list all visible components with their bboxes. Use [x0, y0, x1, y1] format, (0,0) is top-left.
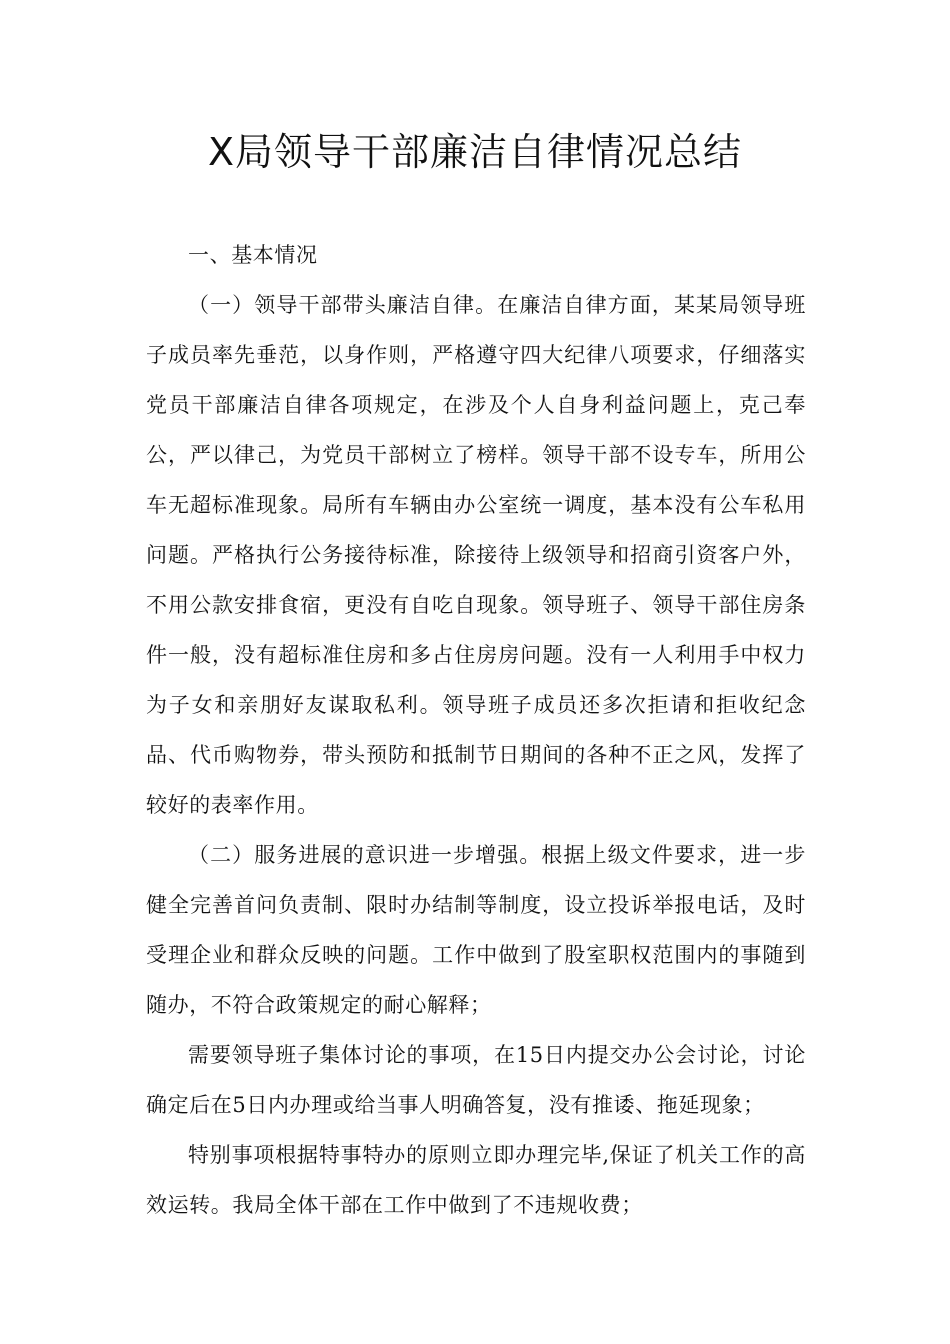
- paragraph-service-awareness: （二）服务进展的意识进一步增强。根据上级文件要求，进一步健全完善首问负责制、限时办结制等制度，设立投诉举报电话，及时受理企业和群众反映的问题。工作中做到了股室职权范围内的事随到随办，不符合政策规定的耐心解释；: [146, 843, 806, 1017]
- section-heading-basic-situation: 一、基本情况: [188, 243, 318, 267]
- paragraph-self-discipline: （一）领导干部带头廉洁自律。在廉洁自律方面，某某局领导班子成员率先垂范，以身作则，严格遵守四大纪律八项要求，仔细落实党员干部廉洁自律各项规定，在涉及个人自身利益问题上，克己奉公，严以律己，为党员干部树立了榜样。领导干部不设专车，所用公车无超标准现象。局所有车辆由办公室统一调度，基本没有公车私用问题。严格执行公务接待标准，除接待上级领导和招商引资客户外，不用公款安排食宿，更没有自吃自现象。领导班子、领导干部住房条件一般，没有超标准住房和多占住房房问题。没有一人利用手中权力为子女和亲朋好友谋取私利。领导班子成员还多次拒请和拒收纪念品、代币购物券，带头预防和抵制节日期间的各种不正之风，发挥了较好的表率作用。: [146, 293, 806, 817]
- paragraph-collective-discussion: 需要领导班子集体讨论的事项，在15日内提交办公会讨论，讨论确定后在5日内办理或给当事人明确答复，没有推诿、拖延现象；: [146, 1043, 806, 1117]
- paragraph-special-matters: 特别事项根据特事特办的原则立即办理完毕,保证了机关工作的高效运转。我局全体干部在工作中做到了不违规收费；: [146, 1143, 806, 1217]
- document-title: X局领导干部廉洁自律情况总结: [207, 130, 743, 174]
- document-body: [146, 230, 806, 1230]
